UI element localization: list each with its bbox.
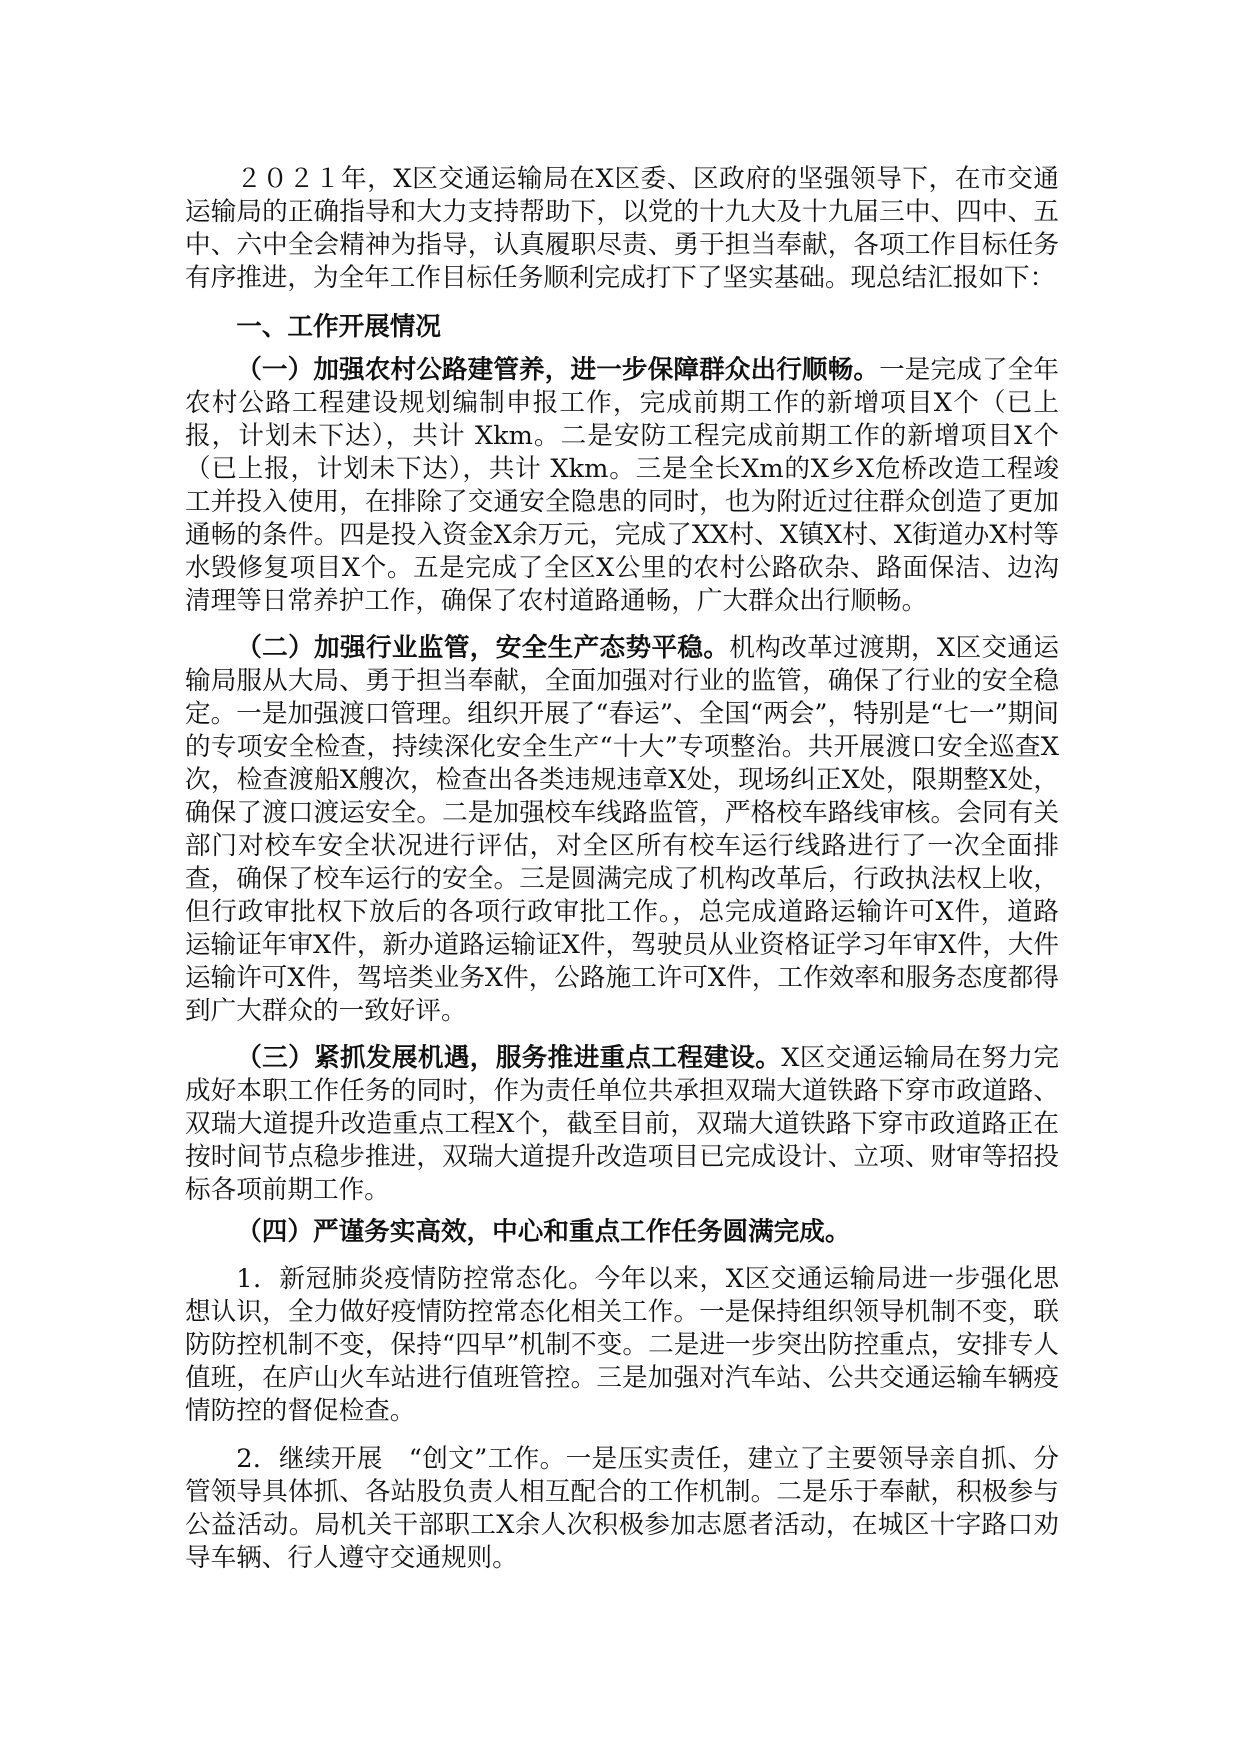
item-paragraph-4 <box>185 1216 1059 1249</box>
item-lead: （四）严谨务实高效，中心和重点工作任务圆满完成。 <box>236 1217 851 1247</box>
section-heading: 一、工作开展情况 <box>236 312 441 342</box>
item-lead: （一）加强农村公路建管养，进一步保障群众出行顺畅。 <box>236 355 880 385</box>
item-body: 一是完成了全年农村公路工程建设规划编制申报工作，完成前期工作的新增项目X个（已上报，计划未下达），共计 Xkm。二是安防工程完成前期工作的新增项目X个（已上报，计划未下达），共计 Xkm。三是全长Xm的X乡X危桥改造工程竣工并投入使用，在排除了交通安全隐患的同时，也为附近过往群众创造了更加通畅的条件。四是投入资金X余万元，完成了XX村、X镇X村、X街道办X村等水毁修复项目X个。五是完成了全区X公里的农村公路砍杂、路面保洁、边沟清理等日常养护工作，确保了农村道路通畅，广大群众出行顺畅。 <box>185 355 1059 616</box>
item-lead: （二）加强行业监管，安全生产态势平稳。 <box>236 633 730 663</box>
item-body: 机构改革过渡期，X区交通运输局服从大局、勇于担当奉献，全面加强对行业的监管，确保了行业的安全稳定。一是加强渡口管理。组织开展了“春运”、全国“两会”，特别是“七一”期间的专项安全检查，持续深化安全生产“十大”专项整治。共开展渡口安全巡查X次，检查渡船X艘次，检查出各类违规违章X处，现场纠正X处，限期整X处，确保了渡口渡运安全。二是加强校车线路监管，严格校车路线审核。会同有关部门对校车安全状况进行评估，对全区所有校车运行线路进行了一次全面排查，确保了校车运行的安全。三是圆满完成了机构改革后，行政执法权上收，但行政审批权下放后的各项行政审批工作。，总完成道路运输许可X件，道路运输证年审X件，新办道路运输证X件，驾驶员从业资格证学习年审X件，大件运输许可X件，驾培类业务X件，公路施工许可X件，工作效率和服务态度都得到广大群众的一致好评。 <box>185 633 1059 1026</box>
item-lead: （三）紧抓发展机遇，服务推进重点工程建设。 <box>236 1043 782 1073</box>
item-body: X区交通运输局在努力完成好本职工作任务的同时，作为责任单位共承担双瑞大道铁路下穿市政道路、双瑞大道提升改造重点工程X个，截至目前，双瑞大道铁路下穿市政道路正在按时间节点稳步推进，双瑞大道提升改造项目已完成设计、立项、财审等招投标各项前期工作。 <box>185 1043 1059 1205</box>
subitem-paragraph-2: 2．继续开展 “创文”工作。一是压实责任，建立了主要领导亲自抓、分管领导具体抓、各站股负责人相互配合的工作机制。二是乐于奉献，积极参与公益活动。局机关干部职工X余人次积极参加志愿者活动，在城区十字路口劝导车辆、行人遵守交通规则。 <box>185 1444 1059 1573</box>
subitem-paragraph-1: 1．新冠肺炎疫情防控常态化。今年以来，X区交通运输局进一步强化思想认识，全力做好疫情防控常态化相关工作。一是保持组织领导机制不变，联防防控机制不变，保持“四早”机制不变。二是进一步突出防控重点，安排专人值班，在庐山火车站进行值班管控。三是加强对汽车站、公共交通运输车辆疫情防控的督促检查。 <box>185 1264 1059 1426</box>
item-paragraph-2 <box>185 632 1059 1028</box>
intro-paragraph: ２０２１年，X区交通运输局在X区委、区政府的坚强领导下，在市交通运输局的正确指导和大力支持帮助下，以党的十九大及十九届三中、四中、五中、六中全会精神为指导，认真履职尽责、勇于担当奉献，各项工作目标任务有序推进，为全年工作目标任务顺利完成打下了坚实基础。现总结汇报如下： <box>185 164 1059 293</box>
item-paragraph-3 <box>185 1042 1059 1207</box>
item-paragraph-1 <box>185 354 1059 618</box>
